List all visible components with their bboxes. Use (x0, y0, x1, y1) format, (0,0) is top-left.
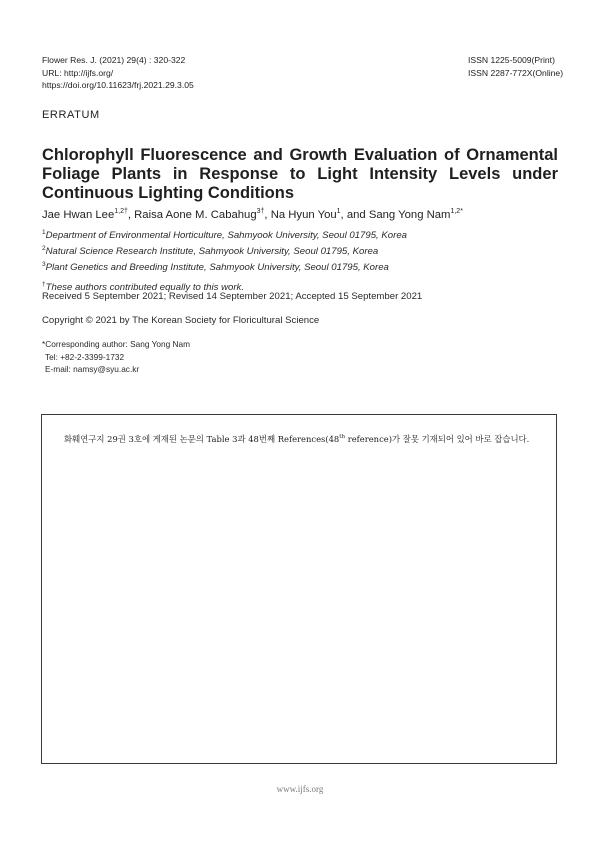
affiliation-item (42, 242, 407, 258)
submission-dates: Received 5 September 2021; Revised 14 September 2021; Accepted 15 September 2021 (42, 291, 423, 302)
author-affiliation-mark: 1,2* (450, 208, 463, 215)
affiliation-text: Department of Environmental Horticulture, Sahmyook University, Seoul 01795, Korea (45, 230, 407, 241)
affiliation-text: Natural Science Research Institute, Sahmyook University, Seoul 01795, Korea (45, 246, 379, 257)
issn-block (468, 54, 563, 79)
journal-header (42, 54, 194, 92)
issn-online: ISSN 2287-772X(Online) (468, 67, 564, 78)
copyright-line: Copyright © 2021 by The Korean Society for Floricultural Science (42, 315, 320, 326)
author-affiliation-mark: 1,2† (114, 208, 128, 215)
section-label: ERRATUM (42, 109, 100, 121)
author-name: Jae Hwan Lee (42, 209, 115, 221)
affiliation-item (42, 258, 407, 274)
erratum-text-start: 화훼연구지 29권 3호에 게재된 논문의 Table 3과 48번째 References(48 (64, 434, 340, 444)
affiliation-text: Plant Genetics and Breeding Institute, Sahmyook University, Seoul 01795, Korea (45, 262, 389, 273)
equal-contribution-text: These authors contributed equally to this work. (45, 282, 245, 293)
dagger-mark: † (42, 281, 46, 288)
author-separator: , and (340, 209, 369, 221)
journal-citation: Flower Res. J. (2021) 29(4) : 320-322 (42, 55, 186, 65)
erratum-text-end: reference)가 잘못 기재되어 있어 바로 잡습니다. (345, 434, 530, 444)
erratum-box (41, 414, 557, 764)
ordinal-suffix: th (339, 434, 346, 440)
issn-print: ISSN 1225-5009(Print) (468, 55, 555, 65)
corresponding-tel: Tel: +82-2-3399-1732 (45, 351, 125, 362)
affiliation-number: 3 (42, 261, 46, 268)
author-affiliation-mark: 3† (256, 208, 265, 215)
author-separator: , (264, 209, 271, 221)
footer-url[interactable]: www.ijfs.org (276, 784, 324, 794)
corresponding-author: *Corresponding author: Sang Yong Nam (42, 339, 191, 349)
author-name: Na Hyun You (270, 209, 337, 221)
author-affiliation-mark: 1 (336, 208, 341, 215)
author-name: Sang Yong Nam (368, 209, 451, 221)
erratum-notice (64, 433, 529, 445)
affiliation-number: 2 (42, 245, 46, 252)
journal-url[interactable]: URL: http://ijfs.org/ (42, 67, 114, 78)
author-list (42, 208, 463, 221)
author-separator: , (127, 209, 135, 221)
correspondence-block (42, 338, 190, 376)
author-name: Raisa Aone M. Cabahug (134, 209, 257, 221)
affiliation-list (42, 226, 407, 294)
corresponding-email[interactable]: E-mail: namsy@syu.ac.kr (45, 364, 140, 374)
article-title: Chlorophyll Fluorescence and Growth Evaluation of Ornamental Foliage Plants in Response to Light Intensity Levels under Continuous Lighting Conditions (42, 146, 558, 202)
affiliation-item (42, 226, 407, 242)
doi-link[interactable]: https://doi.org/10.11623/frj.2021.29.3.05 (42, 80, 194, 90)
affiliation-number: 1 (42, 229, 46, 236)
